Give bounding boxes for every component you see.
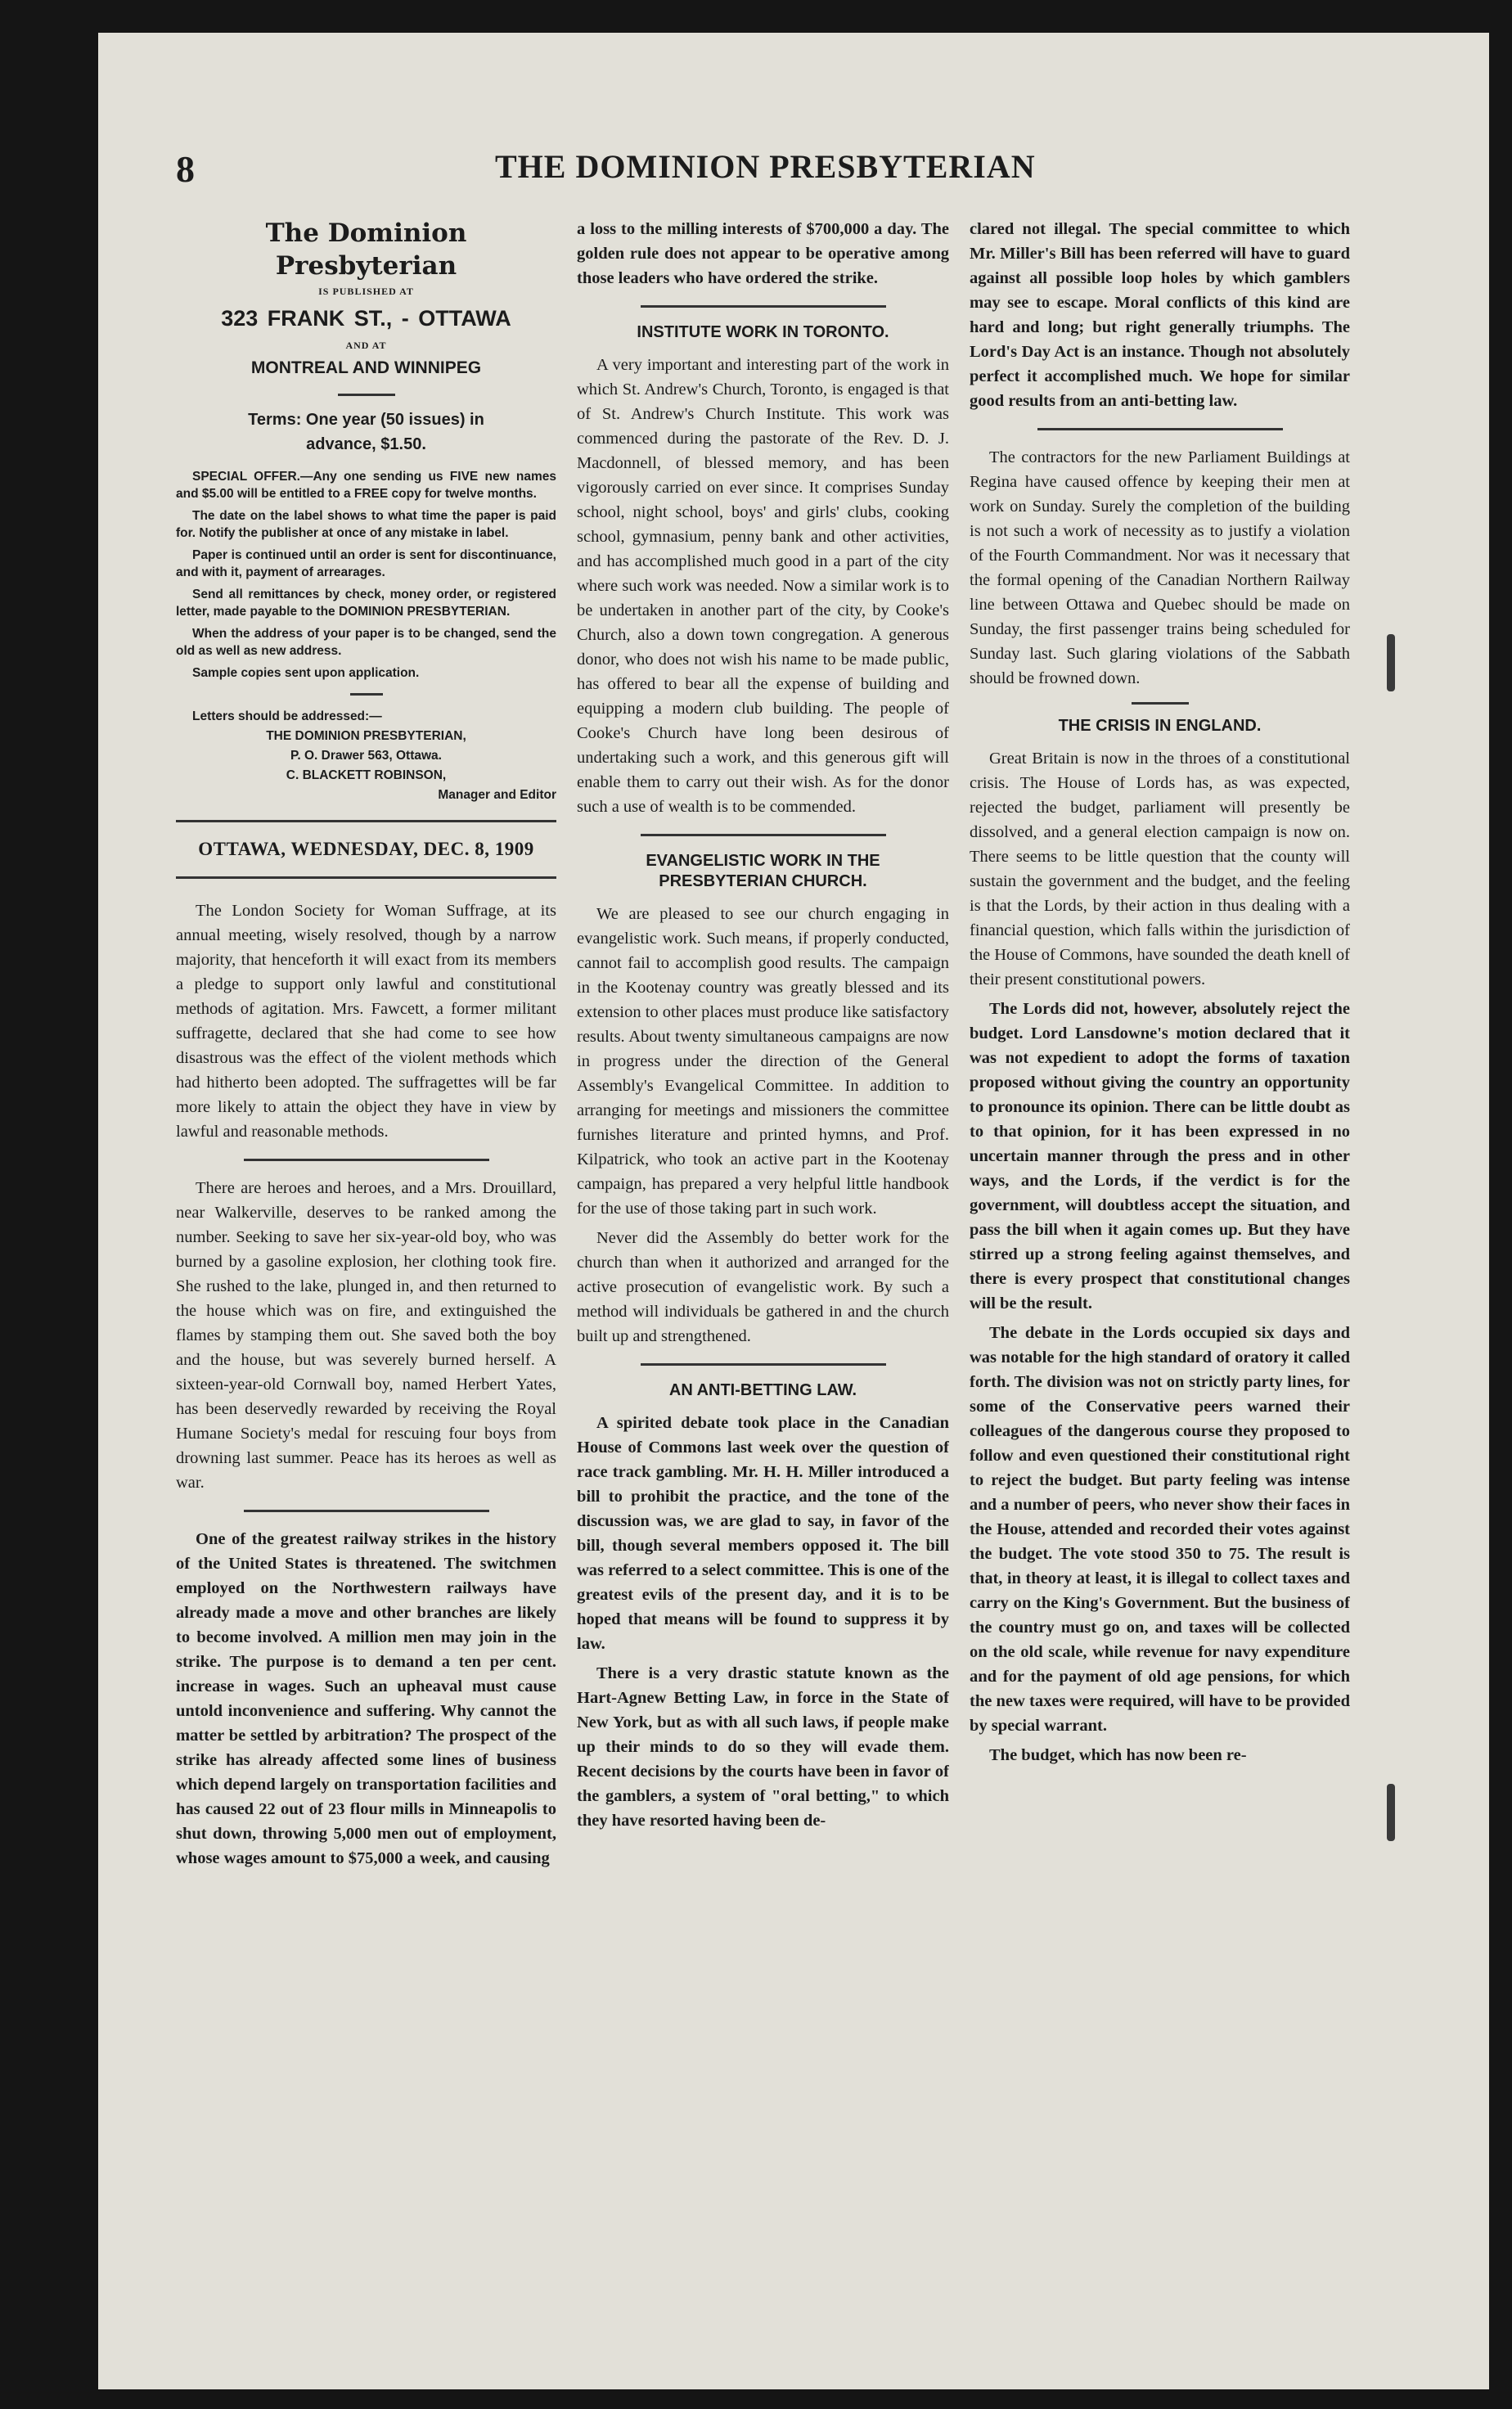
terms-line-1: Terms: One year (50 issues) in — [248, 411, 484, 429]
divider — [244, 1159, 489, 1161]
letters-address — [176, 707, 556, 805]
divider — [176, 820, 556, 822]
column-3 — [970, 217, 1350, 2377]
publisher-box — [176, 217, 556, 805]
letters-lead: Letters should be addressed:— — [192, 709, 382, 723]
editorial-paragraph: There are heroes and heroes, and a Mrs. Drouillard, near Walkerville, deserves to be ranked among the number. Seeking to save her six-year-old boy, who was burned by a gasoline explosion, her clothing took fire. She rushed to the lake, plunged in, and then returned to the house which was on fire, and extinguished the flames by stamping them out. She saved both the boy and the house, but was severely burned herself. A sixteen-year-old Cornwall boy, named Herbert Yates, has been deservedly rewarded by receiving the Royal Humane Society's medal for rescuing four boys from drowning last summer. Peace has its heroes as well as war. — [176, 1179, 556, 1492]
notice: SPECIAL OFFER.—Any one sending us FIVE new names and $5.00 will be entitled to a FREE copy for twelve months. — [176, 470, 556, 501]
divider — [1037, 428, 1283, 430]
heading-line: PRESBYTERIAN CHURCH. — [659, 872, 867, 890]
letters-name: THE DOMINION PRESBYTERIAN, — [266, 729, 466, 743]
letters-box: P. O. Drawer 563, Ottawa. — [290, 749, 442, 763]
notice: Send all remittances by check, money order, or registered letter, made payable to the DOMINION PRESBYTERIAN. — [176, 588, 556, 619]
divider — [338, 394, 395, 396]
article-paragraph: We are pleased to see our church engaging in evangelistic work. Such means, if properly conducted, cannot fail to accomplish good results. The campaign in the Kootenay country was greatly blessed and its extension to other places must produce like satisfactory results. About twenty simultaneous campaigns are now in progress under the direction of the General Assembly's Evangelical Committee. In addition to arranging for meetings and missioners the committee furnishes literature and printed hymns, and Prof. Kilpatrick, who took an active part in the Kootenay campaign, has prepared a very helpful little handbook for the use of those taking part in such work. — [577, 905, 949, 1218]
and-at: AND AT — [345, 340, 387, 351]
masthead: THE DOMINION PRESBYTERIAN — [495, 148, 1036, 185]
section-heading: INSTITUTE WORK IN TORONTO. — [637, 323, 889, 341]
continued-paragraph: clared not illegal. The special committee to which Mr. Miller's Bill has been referred will have to guard against all possible loop holes by which gamblers may see to escape. Moral conflicts of this kind are hard and long; but right generally triumphs. The Lord's Day Act is an instance. Though not absolutely perfect it accomplished much. We hope for similar good results from an anti-betting law. — [970, 220, 1350, 410]
divider — [1132, 702, 1189, 705]
publisher-address: 323 FRANK ST., - OTTAWA — [221, 306, 511, 331]
heading-line: EVANGELISTIC WORK IN THE — [646, 852, 880, 870]
divider — [244, 1510, 489, 1512]
editorial-paragraph: One of the greatest railway strikes in the history of the United States is threatened. The switchmen employed on the Northwestern railways have already made a move and other branches are likely to become involved. A million men may join in the strike. The purpose is to demand a ten per cent. increase in wages. Such an upheaval must cause untold inconvenience and suffering. Why cannot the matter be settled by arbitration? The prospect of the strike has already affected some lines of business which depend largely on transportation facilities and has caused 22 out of 23 flour mills in Minneapolis to shut down, throwing 5,000 men out of employment, whose wages amount to $75,000 a week, and causing — [176, 1530, 556, 1867]
page-number: 8 — [176, 148, 195, 190]
terms-line-2: advance, $1.50. — [306, 435, 426, 453]
section-heading: THE CRISIS IN ENGLAND. — [1058, 717, 1262, 735]
article-paragraph: The contractors for the new Parliament Buildings at Regina have caused offence by keeping their men at work on Sunday. Surely the completion of the building is not such a work of necessity as to justify a violation of the Fourth Commandment. Nor was it necessary that the formal opening of the Canadian Northern Railway line between Ottawa and Quebec should be made on Sunday, the first passenger trains being scheduled for Sunday last. Such glaring violations of the Sabbath should be frowned down. — [970, 448, 1350, 687]
notice: The date on the label shows to what time the paper is paid for. Notify the publisher at once of any mistake in label. — [176, 509, 556, 540]
divider — [641, 1363, 886, 1366]
article-paragraph: A very important and interesting part of the work in which St. Andrew's Church, Toronto, is engaged is that of St. Andrew's Church Institute. This work was commenced during the pastorate of the Rev. D. J. Macdonnell, of blessed memory, and has been vigorously carried on ever since. It comprises Sunday school, night school, boys' and girls' clubs, cooking school, gymnasium, penny bank and other activities, and has accomplished much good in a part of the city where such work was needed. Now a similar work is to be undertaken in another part of the city, by Cooke's Church, also a down town congregation. A generous donor, who does not wish his name to be made public, has offered to bear all the expense of building and equipping a modern club building. The people of Cooke's Church have long been desirous of undertaking such a work, and this generous gift will enable them to carry out their wish. As for the donor such a use of wealth is to be commended. — [577, 356, 949, 816]
article-paragraph: A spirited debate took place in the Canadian House of Commons last week over the question of race track gambling. Mr. H. H. Miller introduced a bill to prohibit the practice, and the tone of the discussion was, we are glad to say, in favor of the bill, though several members opposed it. The bill was referred to a select committee. This is one of the greatest evils of the present day, and it is to be hoped that means will be found to suppress it by law. — [577, 1414, 949, 1653]
letters-role: Manager and Editor — [438, 788, 556, 802]
notice: Sample copies sent upon application. — [192, 666, 420, 680]
article-paragraph: The budget, which has now been re- — [989, 1746, 1247, 1764]
publisher-notices — [176, 468, 556, 682]
article-paragraph: There is a very drastic statute known as the Hart-Agnew Betting Law, in force in the State of New York, but as with all such laws, if people make up their minds to do so they will evade them. Recent decisions by the courts have been in favor of the gamblers, a system of "oral betting," to which they have resorted having been de- — [577, 1664, 949, 1830]
letters-editor: C. BLACKETT ROBINSON, — [286, 768, 447, 782]
section-heading: AN ANTI-BETTING LAW. — [668, 1381, 857, 1399]
article-paragraph: Great Britain is now in the throes of a constitutional crisis. The House of Lords has, as was expected, rejected the budget, parliament will presently be dissolved, and a general election campaign is now on. There seems to be little question that the county will sustain the government and the budget, and the feeling is that the Lords, by their action in thus dealing with a financial question, which falls within the jurisdiction of the House of Commons, have sounded the death knell of their present constitutional powers. — [970, 750, 1350, 988]
notice: When the address of your paper is to be changed, send the old as well as new address. — [176, 627, 556, 658]
scan-blemish — [1387, 634, 1395, 691]
column-2 — [577, 217, 949, 2377]
column-1 — [176, 217, 556, 2377]
article-paragraph: The Lords did not, however, absolutely reject the budget. Lord Lansdowne's motion declared that it was not expedient to adopt the forms of taxation proposed without giving the country an opportunity to pronounce its opinion. There can be little doubt as to that opinion, for it has been expressed in no uncertain manner through the press and in other ways, and the Lords, if the verdict is for the government, will doubtless accept the situation, and pass the bill when it again comes up. But they have stirred up a strong feeling against themselves, and there is every prospect that constitutional changes will be the result. — [970, 1000, 1350, 1313]
divider — [176, 876, 556, 879]
divider — [641, 834, 886, 836]
published-at: IS PUBLISHED AT — [318, 286, 414, 297]
publisher-cities: MONTREAL AND WINNIPEG — [250, 358, 482, 377]
notice: Paper is continued until an order is sent for discontinuance, and with it, payment of arrearages. — [176, 548, 556, 579]
newspaper-page — [98, 33, 1489, 2389]
publisher-title: The Dominion Presbyterian — [265, 218, 467, 281]
divider — [641, 305, 886, 308]
article-paragraph: The debate in the Lords occupied six days and was notable for the high standard of oratory it called forth. The division was not on strictly party lines, for some of the Conservative peers warned their colleagues of the dangerous course they proposed to follow and even questioned their constitutional right to reject the budget. But party feeling was intense and a number of peers, who never show their faces in the House, attended and recorded their votes against the budget. The vote stood 350 to 75. The result is that, in theory at least, it is illegal to collect taxes and carry on the King's Government. But the business of the country must go on, and taxes will be collected on the old scale, while revenue for navy expenditure and for the payment of old age pensions, for which the new taxes were required, will have to be provided by special warrant. — [970, 1324, 1350, 1735]
article-paragraph: Never did the Assembly do better work for the church than when it authorized and arranged for the active prosecution of evangelistic work. By such a method will individuals be gathered in and the church built up and strengthened. — [577, 1229, 949, 1345]
page-header — [176, 147, 1092, 205]
scan-blemish — [1387, 1784, 1395, 1841]
continued-paragraph: a loss to the milling interests of $700,000 a day. The golden rule does not appear to be operative among those leaders who have ordered the strike. — [577, 220, 949, 287]
section-heading — [577, 851, 949, 892]
editorial-paragraph: The London Society for Woman Suffrage, at its annual meeting, wisely resolved, though by a narrow majority, that henceforth it will exact from its members a pledge to support only lawful and constitutional methods of agitation. Mrs. Fawcett, a former militant suffragette, declared that she had come to see how disastrous was the effect of the violent methods which had hitherto been adopted. The suffragettes will be far more likely to attain the object they have in view by lawful and reasonable methods. — [176, 902, 556, 1141]
dateline: OTTAWA, WEDNESDAY, DEC. 8, 1909 — [198, 839, 534, 859]
divider — [350, 693, 383, 696]
